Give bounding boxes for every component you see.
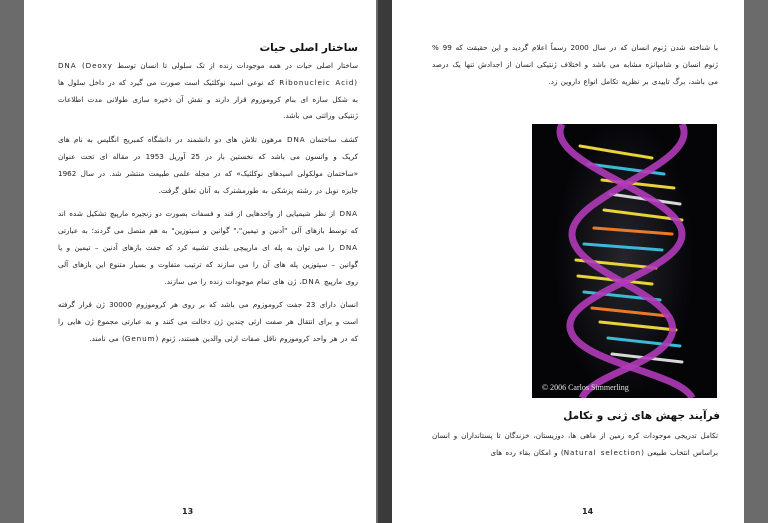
book-spine [378, 0, 392, 523]
paragraph-4: انسان دارای 23 جفت کروموزوم می باشد که بر روی هر کروموزوم 30000 ژن قرار گرفته است و برای انتقال هر صفت ارثی چندین ژن دخالت می کنند و به عبارتی مجموع ژن هایی را که در هر واحد کروموزوم ناقل صفات ارثی والدین هستند، ژنوم (Genum) می نامند. [58, 300, 358, 343]
page-number: 14 [582, 507, 594, 516]
page-14-intro: با شناخته شدن ژنوم انسان که در سال 2000 رسماً اعلام گردید و این حقیقت که 99 % ژنوم انسان و شامپانزه مشابه می باشد و اختلاف ژنتیکی انسان از اجدادش تنها یک درصد می باشد، برگ تاییدی بر نظریه تکامل انواع داروین زد. [432, 43, 719, 86]
page-14 [392, 0, 744, 523]
section-heading-mutation: فرآیند جهش های ژنی و تکامل [563, 410, 720, 422]
paragraph-2: کشف ساختمان DNA مرهون تلاش های دو دانشمند در دانشگاه کمبریج انگلیس به نام های کریک و واتسون می باشد که نخستین بار در 25 آوریل 1953 در مقاله ای تحت عنوان «ساختمان مولکولی اسیدهای نوکلئیک» که در مجله علمی طبیعت منتشر شد. در سال 1962 جایزه نوبل در رشته پزشکی به طورمشترک به آنان تعلق گرفت. [58, 135, 358, 195]
paragraph-3: DNA از نظر شیمیایی از واحدهایی از قند و فسفات بصورت دو زنجیره مارپیچ تشکیل شده اند که توسط بازهای آلی "آدنین و تیمین"،" گوانین و سیتوزین" به هم متصل می گردند؛ به عبارتی DNA را می توان به پله ای مارپیچی بلندی تشبیه کرد که جفت بازهای آدنین – تیمین و یا گوانین – سیتوزین پله های آن را می سازند که ترتیب متفاوت و بسیار متنوع این بازهای آلی روی مارپیچ DNA، ژن های تمام موجودات زنده را می سازند. [58, 209, 358, 286]
page-number: 13 [182, 507, 194, 516]
image-credit: © 2006 Carlos Simmerling [542, 383, 629, 392]
page-14-paragraph: تکامل تدریجی موجودات کره زمین از ماهی ها، دوزیستان، خزندگان تا پستانداران و انسان براساس انتخاب طبیعی (Natural selection) و امکان بقاء رده های [432, 431, 718, 457]
dna-helix-illustration [532, 124, 717, 398]
dna-helix-image [532, 124, 717, 398]
section-heading-structure: ساختار اصلی حیات [259, 42, 358, 54]
page-13-body [58, 58, 358, 355]
page-13 [24, 0, 376, 523]
paragraph-1: ساختار اصلی حیات در همه موجودات زنده از تک سلولی تا انسان توسط DNA (Deoxy Ribonucleic Acid) که نوعی اسید نوکلئیک است صورت می گیرد که در داخل سلول ها به شکل سازه ای بنام کروموزوم قرار دارند و نقش آن ذخیره سازی طولانی مدت اطلاعات ژنتیکی وراثتی می باشد. [58, 61, 358, 121]
